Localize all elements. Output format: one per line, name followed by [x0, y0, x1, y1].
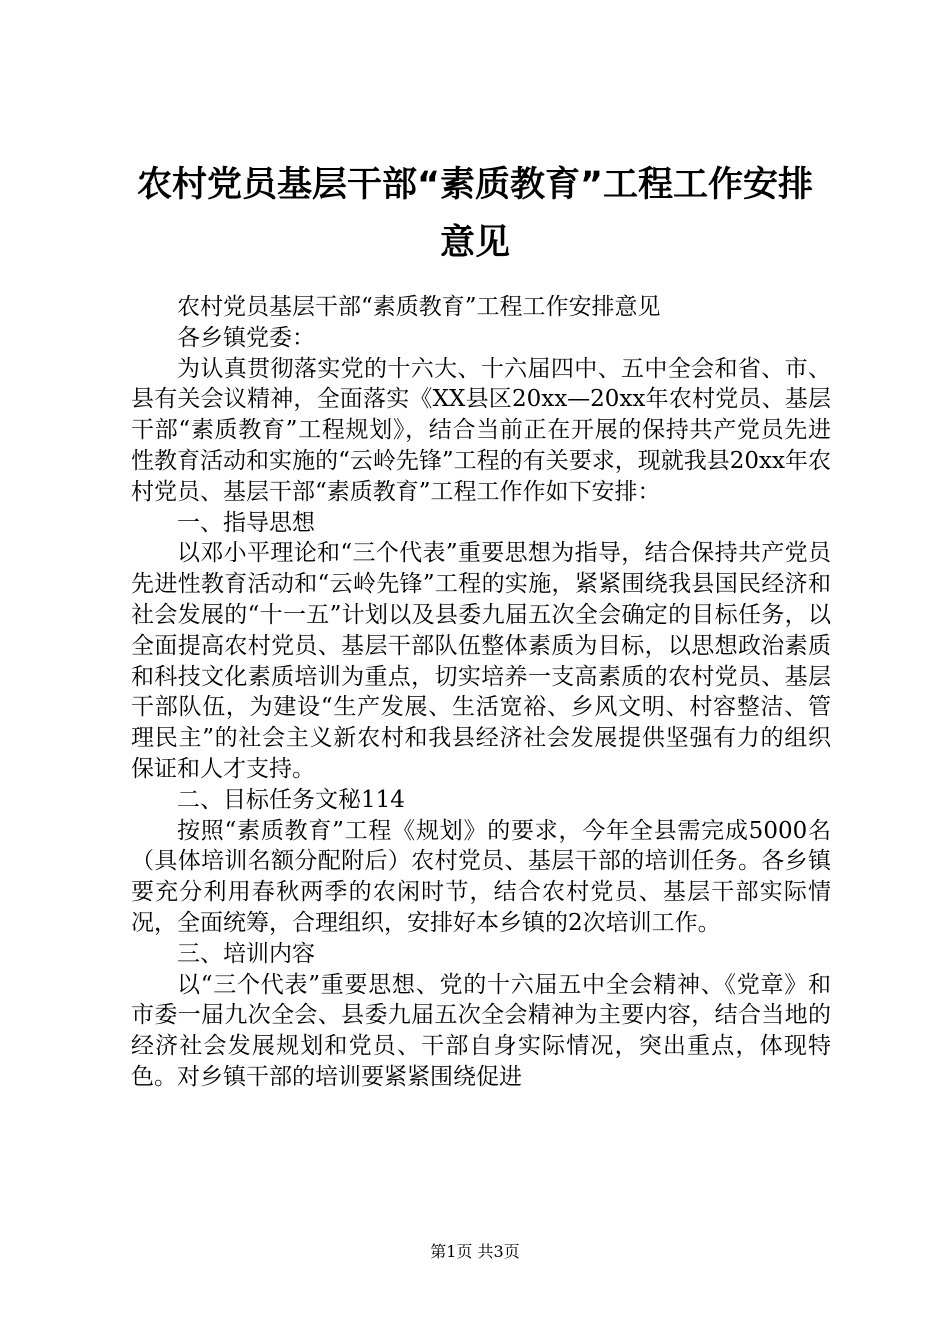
page-footer: 第1页 共3页: [430, 1242, 520, 1261]
document-body: [131, 292, 831, 1093]
section-heading-training-content: 三、培训内容: [177, 940, 315, 967]
document-title-line2: 意见: [439, 223, 510, 263]
body-paragraph-salutation: 各乡镇党委：: [177, 324, 315, 351]
section-heading-targets: 二、目标任务文秘114: [177, 786, 405, 813]
body-paragraph-guiding-ideology: 以邓小平理论和“三个代表”重要思想为指导，结合保持共产党员先进性教育活动和“云岭先锋”工程的实施，紧紧围绕我县国民经济和社会发展的“十一五”计划以及县委九届五次全会确定的目标任务，以全面提高农村党员、基层干部队伍整体素质为目标，以思想政治素质和科技文化素质培训为重点，切实培养一支高素质的农村党员、基层干部队伍，为建设“生产发展、生活宽裕、乡风文明、村容整洁、管理民主”的社会主义新农村和我县经济社会发展提供坚强有力的组织保证和人才支持。: [131, 540, 831, 782]
body-paragraph-training-content: 以“三个代表”重要思想、党的十六届五中全会精神、《党章》和市委一届九次全会、县委九届五次全会精神为主要内容，结合当地的经济社会发展规划和党员、干部自身实际情况，突出重点，体现特色。对乡镇干部的培训要紧紧围绕促进: [131, 971, 831, 1090]
body-paragraph-subtitle: 农村党员基层干部“素质教育”工程工作安排意见: [177, 294, 661, 320]
body-paragraph-intro: 为认真贯彻落实党的十六大、十六届四中、五中全会和省、市、县有关会议精神，全面落实《XX县区20xx—20xx年农村党员、基层干部“素质教育”工程规划》，结合当前正在开展的保持共产党员先进性教育活动和实施的“云岭先锋”工程的有关要求，现就我县20xx年农村党员、基层干部“素质教育”工程工作作如下安排：: [131, 355, 831, 505]
section-heading-guiding-ideology: 一、指导思想: [177, 509, 315, 536]
body-paragraph-targets: 按照“素质教育”工程《规划》的要求，今年全县需完成5000名（具体培训名额分配附后）农村党员、基层干部的培训任务。各乡镇要充分利用春秋两季的农闲时节，结合农村党员、基层干部实际情况，全面统筹，合理组织，安排好本乡镇的2次培训工作。: [131, 817, 831, 936]
document-title-line1: 农村党员基层干部“素质教育”工程工作安排: [136, 165, 813, 205]
